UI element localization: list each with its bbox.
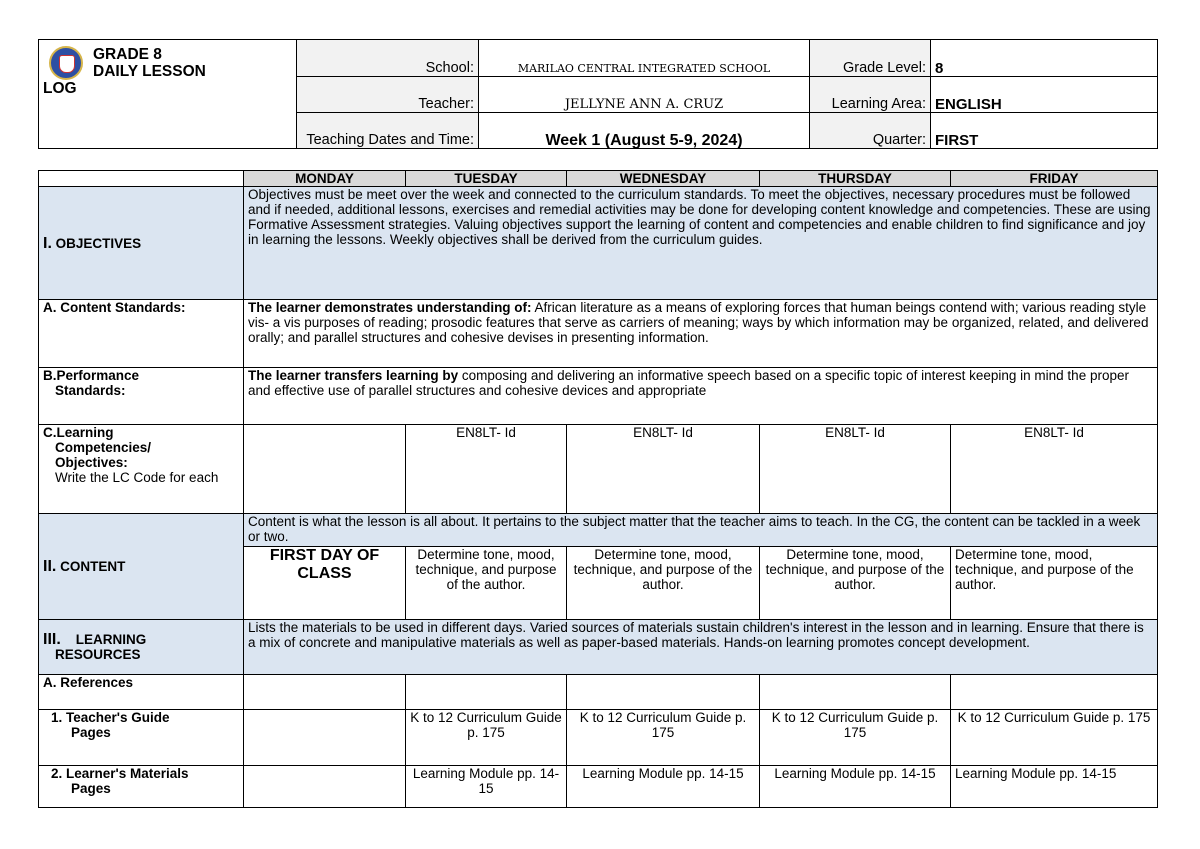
resources-num: III. — [43, 631, 61, 648]
learners-materials-row — [39, 766, 1158, 808]
teaching-dates-value: Week 1 (August 5-9, 2024) — [479, 113, 810, 149]
competencies-row — [39, 425, 1158, 514]
tg-monday — [244, 710, 406, 766]
content-wednesday: Determine tone, mood, technique, and purpose of the author. — [567, 547, 760, 620]
resources-text: Lists the materials to be used in different days. Varied sources of materials sustain children's interest in the lesson and in learning. Ensure that there is a mix of concrete and manipulative materials as well as paper-based materials. Hands-on learning promotes concept development. — [244, 620, 1158, 675]
teachers-guide-label-b: Pages — [71, 725, 111, 740]
learning-area-label: Learning Area: — [810, 77, 931, 113]
tg-thursday: K to 12 Curriculum Guide p. 175 — [760, 710, 951, 766]
objectives-num: I. — [43, 234, 52, 252]
day-wednesday: WEDNESDAY — [567, 171, 760, 187]
resources-label-a: LEARNING — [75, 632, 147, 647]
tg-wednesday: K to 12 Curriculum Guide p. 175 — [567, 710, 760, 766]
header-table — [38, 39, 1158, 149]
content-label-cell — [39, 514, 244, 620]
quarter-value: FIRST — [931, 113, 1158, 149]
lm-monday — [244, 766, 406, 808]
learners-materials-label-b: Pages — [71, 781, 111, 796]
content-intro-row — [39, 514, 1158, 547]
lm-tuesday: Learning Module pp. 14-15 — [406, 766, 567, 808]
teachers-guide-row — [39, 710, 1158, 766]
content-label: CONTENT — [60, 559, 126, 574]
teachers-guide-label-cell — [39, 710, 244, 766]
performance-standards-row — [39, 368, 1158, 425]
lc-code-wednesday: EN8LT- Id — [567, 425, 760, 514]
content-monday: FIRST DAY OF CLASS — [244, 547, 406, 620]
tg-friday: K to 12 Curriculum Guide p. 175 — [951, 710, 1158, 766]
tg-tuesday: K to 12 Curriculum Guide p. 175 — [406, 710, 567, 766]
content-tuesday: Determine tone, mood, technique, and purpose of the author. — [406, 547, 567, 620]
grade-level-label: Grade Level: — [810, 40, 931, 77]
competencies-label-cell — [39, 425, 244, 514]
lm-friday: Learning Module pp. 14-15 — [951, 766, 1158, 808]
lc-code-thursday: EN8LT- Id — [760, 425, 951, 514]
lc-code-tuesday: EN8LT- Id — [406, 425, 567, 514]
deped-seal-icon — [49, 46, 83, 80]
content-friday: Determine tone, mood, technique, and purpose of the author. — [951, 547, 1158, 620]
competencies-label-b: Competencies/ — [55, 440, 152, 455]
content-thursday: Determine tone, mood, technique, and purpose of the author. — [760, 547, 951, 620]
learning-area-value: ENGLISH — [931, 77, 1158, 113]
lm-wednesday: Learning Module pp. 14-15 — [567, 766, 760, 808]
quarter-label: Quarter: — [810, 113, 931, 149]
objectives-label-cell — [39, 187, 244, 300]
teacher-label: Teacher: — [297, 77, 479, 113]
competencies-note: Write the LC Code for each — [55, 470, 219, 485]
day-thursday: THURSDAY — [760, 171, 951, 187]
lesson-log-table — [38, 170, 1158, 808]
references-label: A. References — [39, 675, 244, 710]
content-standards-row — [39, 300, 1158, 368]
day-header-row — [39, 171, 1158, 187]
competencies-label-c: Objectives: — [55, 455, 128, 470]
content-text: Content is what the lesson is all about. It pertains to the subject matter that the teacher aims to teach. In the CG, the content can be tackled in a week or two. — [244, 514, 1158, 547]
objectives-label: OBJECTIVES — [55, 235, 142, 251]
school-value: MARILAO CENTRAL INTEGRATED SCHOOL — [479, 40, 810, 77]
performance-standards-lead: The learner transfers learning by — [248, 368, 459, 383]
dll-title-cell — [39, 40, 297, 149]
content-standards-label: A. Content Standards: — [39, 300, 244, 368]
day-tuesday: TUESDAY — [406, 171, 567, 187]
competencies-label-a: C.Learning — [43, 425, 114, 440]
resources-label-b: RESOURCES — [55, 647, 141, 662]
teacher-value: JELLYNE ANN A. CRUZ — [479, 77, 810, 113]
performance-standards-text: composing and delivering an informative speech based on a specific topic of interest keeping in mind the proper and effective use of parallel structures and cohesive devices and appropriate — [248, 368, 1129, 398]
objectives-row — [39, 187, 1158, 300]
references-row — [39, 675, 1158, 710]
performance-standards-label-cell — [39, 368, 244, 425]
day-friday: FRIDAY — [951, 171, 1158, 187]
content-standards-lead: The learner demonstrates understanding of: — [248, 300, 532, 315]
grade-level-value: 8 — [931, 40, 1158, 77]
performance-standards-label-b: Standards: — [55, 383, 126, 398]
lc-code-friday: EN8LT- Id — [951, 425, 1158, 514]
resources-label-cell — [39, 620, 244, 675]
title-line-2: DAILY LESSON — [93, 63, 206, 80]
objectives-text: Objectives must be meet over the week and connected to the curriculum standards. To meet the objectives, necessary procedures must be followed and if needed, additional lessons, exercises and remedial activities may be done for developing content knowledge and competencies. These are using Formative Assessment strategies. Valuing objectives support the learning of content and competencies and enable children to find significance and joy in learning the lessons. Weekly objectives shall be derived from the curriculum guides. — [244, 187, 1158, 300]
content-standards-cell — [244, 300, 1158, 368]
day-monday: MONDAY — [244, 171, 406, 187]
content-num: II. — [43, 558, 57, 575]
lm-thursday: Learning Module pp. 14-15 — [760, 766, 951, 808]
teachers-guide-label-a: 1. Teacher's Guide — [51, 710, 170, 725]
title-line-3: LOG — [43, 80, 77, 97]
content-standards-text: African literature as a means of exploring forces that human beings contend with; various reading style vis- a vis purposes of reading; prosodic features that serve as carriers of meaning; ways by which information may be organized, related, and delivered orally; and parallel structures and cohesive devises in presenting information. — [248, 300, 1149, 345]
teaching-dates-label: Teaching Dates and Time: — [297, 113, 479, 149]
learners-materials-label-a: 2. Learner's Materials — [51, 766, 189, 781]
performance-standards-cell — [244, 368, 1158, 425]
resources-row — [39, 620, 1158, 675]
performance-standards-label-a: B.Performance — [43, 368, 140, 383]
title-line-1: GRADE 8 — [93, 46, 162, 63]
learners-materials-label-cell — [39, 766, 244, 808]
lc-code-monday — [244, 425, 406, 514]
school-label: School: — [297, 40, 479, 77]
